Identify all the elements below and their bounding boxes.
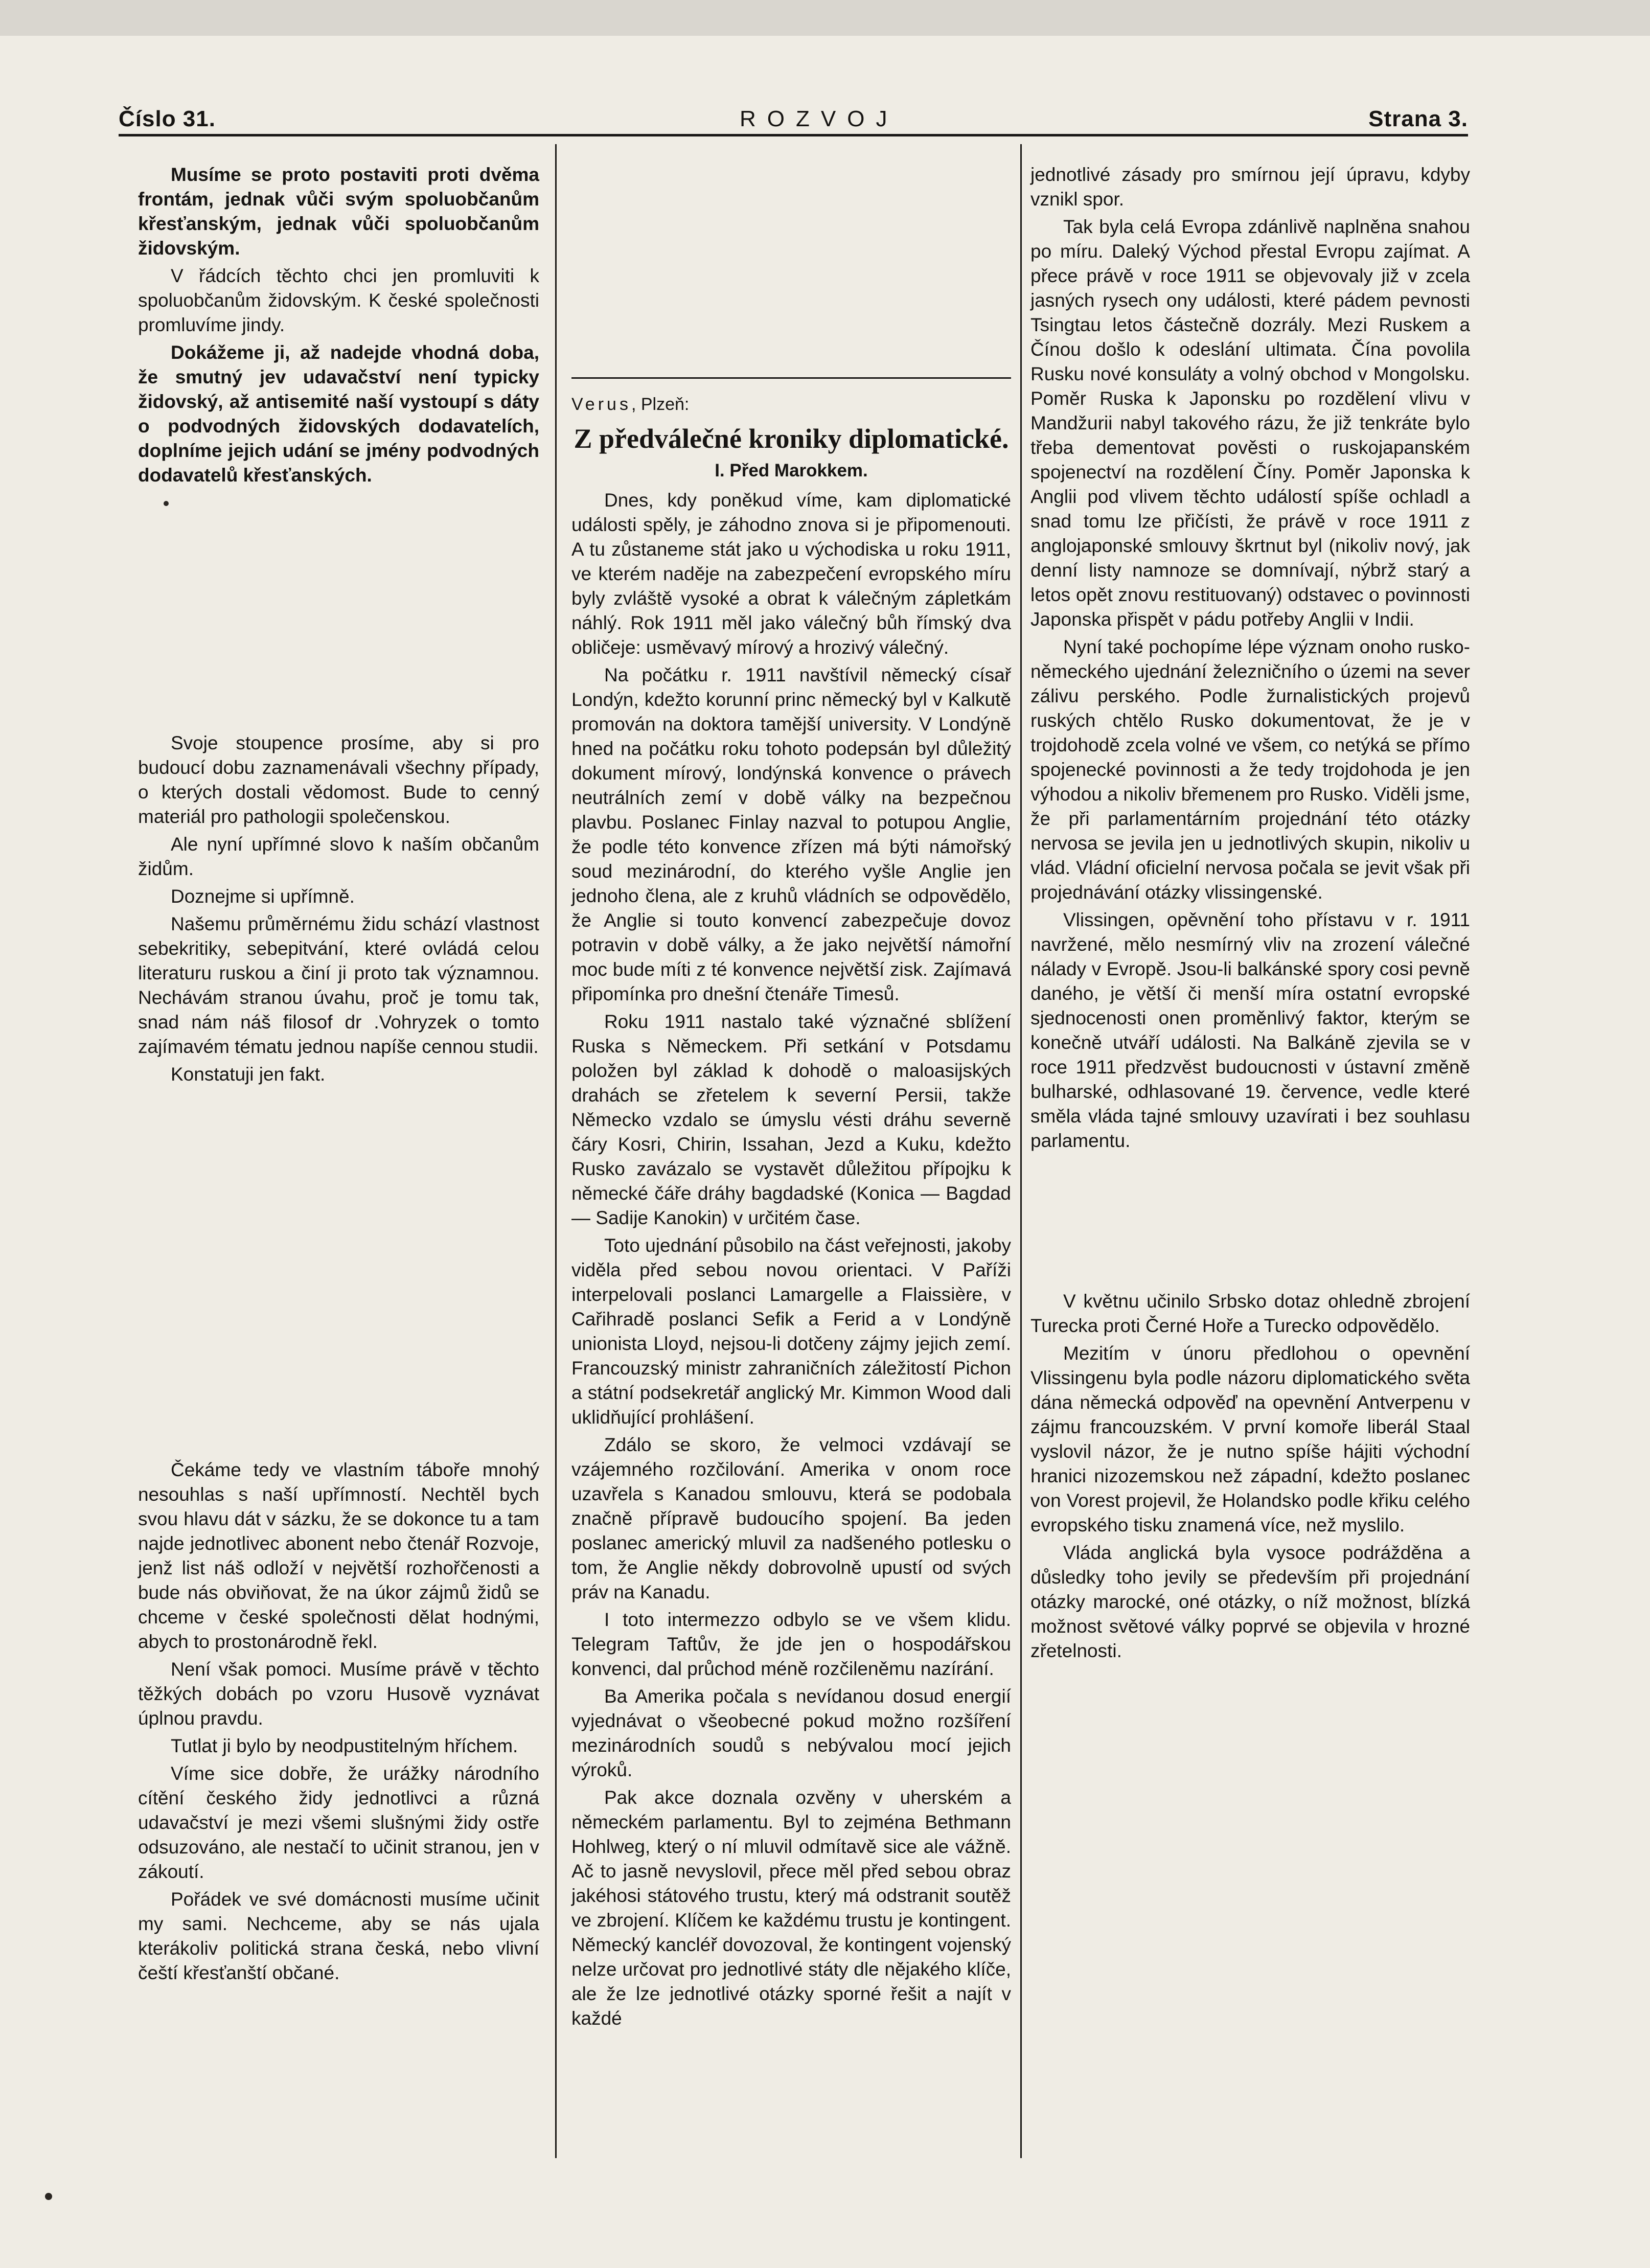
article-title: Z předválečné kroniky diplomatické. xyxy=(574,423,1009,454)
col1-top-block xyxy=(138,163,539,488)
issue-number: Číslo 31. xyxy=(119,106,216,131)
paragraph: Není však pomoci. Musíme právě v těchto těžkých dobách po vzoru Husově vyznávat úplnou pravdu. xyxy=(138,1659,539,1729)
paragraph: I toto intermezzo odbylo se ve všem klidu. Telegram Taftův, že jde jen o hospodářskou konvenci, dal průchod méně rozčileněmu nazírání. xyxy=(571,1609,1011,1679)
byline xyxy=(571,392,1011,417)
censored-gap xyxy=(1030,1156,1470,1289)
article-top-rule xyxy=(571,377,1011,379)
censored-gap xyxy=(138,1090,539,1458)
col3-top-block xyxy=(1030,163,1470,1153)
paragraph: Zdálo se skoro, že velmoci vzdávají se vzájemného rozčilování. Amerika v onom roce uzavřela s Kanadou smlouvu, která se podobala značně přípravě budoucího spojení. Ba jeden poslanec americký mluvil za nadšeného potlesku o tom, že Anglie někdy dobrovolně upustí od svých práv na Kanadu. xyxy=(571,1434,1011,1602)
paragraph: Doznejme si upřímně. xyxy=(171,886,355,907)
censored-gap xyxy=(571,163,1011,377)
scan-speck xyxy=(45,2193,52,2200)
paragraph: jednotlivé zásady pro smírnou její úpravu, kdyby vznikl spor. xyxy=(1030,164,1470,210)
bold-paragraph: Dokážeme ji, až nadejde vhodná doba, že smutný jev udavačství není typicky židovský, až antisemité naší vystoupí s dáty o podvodných židovských dodavatelích, doplníme jejich udání se jmény podvodných dodavatelů křesťanských. xyxy=(138,342,539,486)
column-divider-right xyxy=(1020,144,1022,2158)
column-2 xyxy=(571,163,1011,2034)
paragraph: Nyní také pochopíme lépe význam onoho rusko-německého ujednání železničního o územi na sever zálivu perského. Podle žurnalistických projevů ruských chtělo Rusko dokumentovat, že je v trojdohodě zcela volné ve všem, co netýká se přímo spojenecké povinnosti a že tedy trojdohoda je jen výhodou a nikoliv břemenem pro Rusko. Viděli jsme, že při parlamentárním projednání této otázky nervosa se jevila jen u jednotlivých skupin, nikoliv u vlád. Vládní oficielní nervosa počala se jevit však při projednávání otázky vlissingenské. xyxy=(1030,636,1470,903)
scan-speck xyxy=(164,501,169,506)
page-header xyxy=(119,101,1468,137)
page-number: Strana 3. xyxy=(1368,106,1468,131)
column-1 xyxy=(138,163,539,1988)
paragraph: Vlissingen, opěvnění toho přístavu v r. 1911 navržené, mělo nesmírný vliv na zrození válečné nálady v Evropě. Jsou-li balkánské spory cosi pevně daného, je větší či menší míra ostatní evropské sjednocenosti onen proměnlivý faktor, kterým se konečně utváří události. Na Balkáně zjevila se v roce 1911 předzvěst budoucnosti v ústavní změně bulharské, odhlasované 19. července, vedle které směla vláda tajné smlouvy uzavírati i bez souhlasu parlamentu. xyxy=(1030,909,1470,1151)
header-rule xyxy=(119,134,1468,136)
paragraph: Musíme se proto postaviti proti dvěma frontám, jednak vůči svým spoluobčanům křesťanským, jednak vůči spoluobčanům židovským. xyxy=(138,164,539,259)
paragraph: V květnu učinilo Srbsko dotaz ohledně zbrojení Turecka proti Černé Hoře a Turecko odpovědělo. xyxy=(1030,1291,1470,1336)
article-subtitle: I. Před Marokkem. xyxy=(715,461,868,480)
byline-place: , Plzeň: xyxy=(631,395,690,414)
paragraph: Na počátku r. 1911 navštívil německý císař Londýn, kdežto korunní princ německý byl v Kalkutě promován na doktora tamější university. V Londýně hned na počátku roku tohoto podepsán byl důležitý dokument mírový, londýnská konvence o právech neutrálních zemí v době války na bezpečnou plavbu. Poslanec Finlay nazval to potupou Anglie, že podle této konvence zřízen má býti námořský soud mezinárodní, do kterého vyšle Anglie jen jednoho člena, ale z kruhů vládních se odpovědělo, že Anglie si touto konvencí zabezpečuje dovoz potravin v době války, a že jako největší námořní moc bude míti z té konvence největší zisk. Zajímavá připomínka pro dnešní čtenáře Timesů. xyxy=(571,665,1011,1004)
journal-title: ROZVOJ xyxy=(740,106,899,131)
col3-bottom-block xyxy=(1030,1289,1470,1663)
paragraph: V řádcích těchto chci jen promluviti k spoluobčanům židovským. K české společnosti promluvíme jindy. xyxy=(138,265,539,335)
paragraph: Víme sice dobře, že urážky národního cítění českého židy jednotlivci a různá udavačství je mezi všemi slušnými židy ostře odsuzováno, ale nestačí to učinit stranou, jen v zákoutí. xyxy=(138,1763,539,1882)
paragraph: Mezitím v únoru předlohou o opevnění Vlissingenu byla podle názoru diplomatického světa dána německá odpověď na opevnění Antverpenu v zájmu francouzském. V první komoře liberál Staal vyslovil názor, že je nutno spíše hájiti východní hranici nizozemskou než západní, kdežto poslanec von Vorest projevil, že Holandsko podle křiku celého evropského tisku znamená více, než myslilo. xyxy=(1030,1343,1470,1536)
paragraph: Tak byla celá Evropa zdánlivě naplněna snahou po míru. Daleký Východ přestal Evropu zajímat. A přece právě v roce 1911 se objevovaly již v zcela jasných rysech ony události, které pádem pevnosti Tsingtau letos částečně dozrály. Mezi Ruskem a Čínou došlo k odeslání ultimata. Čína povolila Rusku nové konsuláty a volný obchod v Mongolsku. Poměr Ruska k Japonsku po rozdělení vlivu v Mandžurii nabyl takového rázu, že již tenkráte bylo třeba dementovat pověsti o ruskojapanském spojenectví na rozdělení Číny. Poměr Japonska k Anglii pod vlivem těchto událostí spíše ochladl a snad tomu lze přičísti, že právě v roce 1911 z anglojaponské smlouvy škrtnut byl (nikoliv nový, jak denní listy namnoze se domnívají, nýbrž starý a letos opět znovu restituovaný) odstavec o povinnosti Japonska přispět v pádu potřeby Anglii v Indii. xyxy=(1030,216,1470,630)
censored-gap xyxy=(138,491,539,731)
col1-bottom-block xyxy=(138,1458,539,1985)
paragraph: Pořádek ve své domácnosti musíme učinit my sami. Nechceme, aby se nás ujala kterákoliv politická strana česká, nebo vlivní čeští křesťanští občané. xyxy=(138,1889,539,1983)
paragraph: Toto ujednání působilo na část veřejnosti, jakoby viděla před sebou novou orientaci. V Paříži interpelovali poslanci Lamargelle a Flaissière, v Cařihradě poslanci Sefik a Ferid a v Londýně unionista Lloyd, nejsou-li dotčeny zájmy jejich zemí. Francouzský ministr zahraničních záležitostí Pichon a státní podsekretář anglický Mr. Kimmon Wood dali uklidňující prohlášení. xyxy=(571,1235,1012,1428)
column-3 xyxy=(1030,163,1470,1666)
byline-author: Verus xyxy=(571,395,631,414)
column-divider-left xyxy=(555,144,557,2158)
col1-middle-block xyxy=(138,731,539,1087)
paragraph: Svoje stoupence prosíme, aby si pro budoucí dobu zaznamenávali všechny případy, o kterých dostali vědomost. Bude to cenný materiál pro pathologii společenskou. xyxy=(138,732,539,827)
paragraph: Našemu průměrnému židu schází vlastnost sebekritiky, sebepitvání, které ovládá celou literaturu ruskou a činí ji proto tak významnou. Nechávám stranou úvahu, proč je tomu tak, snad nám náš filosof dr .Vohryzek o tomto zajímavém tématu jednou napíše cennou studii. xyxy=(138,913,539,1057)
scan-top-edge xyxy=(0,0,1650,36)
paragraph: Vláda anglická byla vysoce podrážděna a důsledky toho jevily se především při projednání otázky marocké, oné otázky, o níž možnost, blízká možnost světové války poprvé se objevila v hrozné zřetelnosti. xyxy=(1030,1542,1470,1661)
paragraph: Konstatuji jen fakt. xyxy=(171,1064,326,1085)
paragraph: Pak akce doznala ozvěny v uherském a německém parlamentu. Byl to zejména Bethmann Hohlweg, který o ní mluvil odmítavě sice ale vážně. Ač to jasně nevyslovil, přece měl před sebou obraz jakéhosi státového trustu, který má odstranit soutěž ve zbrojení. Klíčem ke každému trustu je kontingent. Německý kancléř dovozoval, že kontingent vojenský nelze určovat pro jednotlivé státy dle nějakého klíče, ale že lze jednotlivé otázky sporné řešit a najít v každé xyxy=(571,1787,1011,2029)
paragraph: Čekáme tedy ve vlastním táboře mnohý nesouhlas s naší upřímností. Nechtěl bych svou hlavu dát v sázku, že se dokonce tu a tam najde jednotlivec abonent nebo čtenář Rozvoje, jenž list náš odloží v největší rozhořčenosti a bude nás obviňovat, že na úkor zájmů židů se chceme v české společnosti dělat hodnými, abych to prostonárodně řekl. xyxy=(138,1459,539,1652)
paragraph: Ba Amerika počala s nevídanou dosud energií vyjednávat o všeobecné pokud možno rozšíření mezinárodních soudů s nebývalou mocí jejich výroků. xyxy=(571,1686,1011,1780)
paragraph: Tutlat ji bylo by neodpustitelným hříchem. xyxy=(171,1735,518,1756)
paragraph: Ale nyní upřímné slovo k naším občanům židům. xyxy=(138,834,539,879)
paragraph: Roku 1911 nastalo také význačné sblížení Ruska s Německem. Při setkání v Potsdamu položen byl základ k dohodě o maloasijských drahách se zřetelem k severní Persii, takže Německo vzdalo se úmyslu vésti dráhu severně čáry Kosri, Chirin, Issahan, Jezd a Kuku, kdežto Rusko zavázalo se vystavět důležitou přípojku k německé čáře dráhy bagdadské (Konica — Bagdad — Sadije Kanokin) v určitém čase. xyxy=(571,1011,1011,1228)
paragraph: Dnes, kdy poněkud víme, kam diplomatické události spěly, je záhodno znova si je připomenouti. A tu zůstaneme stát jako u východiska u roku 1911, ve kterém naděje na zabezpečení evropského míru byly zvláště vysoké a obrat k válečným zápletkám náhlý. Rok 1911 měl jako válečný bůh římský dva obličeje: usměvavý mírový a hrozivý válečný. xyxy=(571,490,1011,658)
